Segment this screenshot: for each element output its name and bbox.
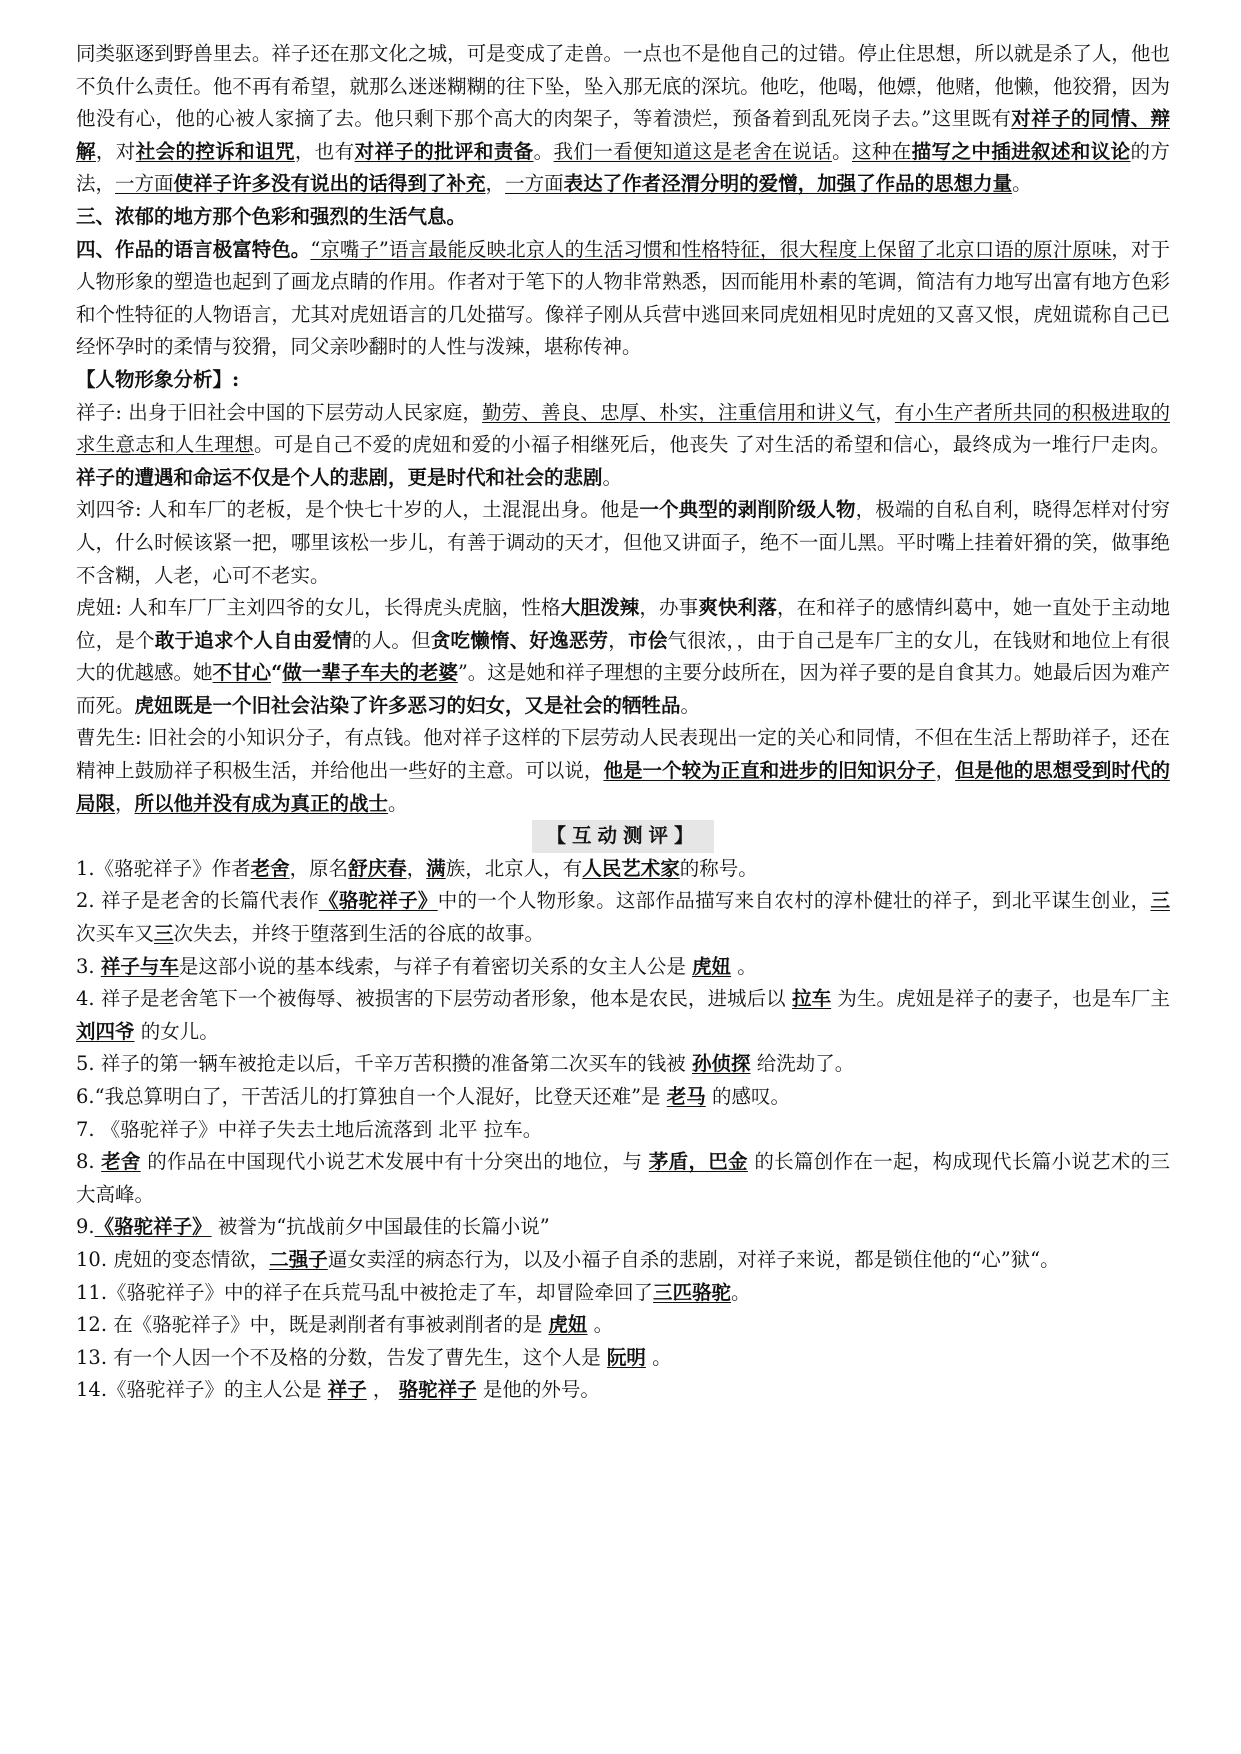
- answer-blank: 祥子与车: [100, 954, 179, 978]
- answer-blank: 老舍: [101, 1150, 141, 1174]
- quiz-item: 9.《骆驼祥子》 被誉为“抗战前夕中国最佳的长篇小说”: [76, 1215, 550, 1239]
- quiz-item: 11.《骆驼祥子》中的祥子在兵荒马乱中被抢走了车，却冒险牵回了三匹骆驼。: [76, 1280, 751, 1304]
- answer-blank: 舒庆春: [348, 856, 407, 880]
- underlined-phrase: 我们一看便知道这是老舍在说话: [553, 139, 833, 163]
- answer-blank: 三: [1150, 889, 1170, 913]
- key-phrase: 大胆泼辣: [560, 596, 640, 620]
- key-phrase: 表达了作者泾渭分明的爱憎，加强了作品的思想力量: [563, 172, 1013, 196]
- answer-blank: 拉车: [792, 987, 832, 1011]
- key-phrase: 一个典型的剥削阶级人物: [639, 498, 856, 522]
- character-xiangzi: 祥子: 出身于旧社会中国的下层劳动人民家庭，勤劳、善良、忠厚、朴实，注重信用和讲义气，有小生产者所共同的积极进取的求生意志和人生理想。可是自己不爱的虎妞和爱的小福子相继死后，他丧失 了对生活的希望和信心，最终成为一堆行尸走肉。祥子的遭遇和命运不仅是个人的悲剧，更是时代和社会的悲剧。: [76, 400, 1170, 489]
- key-phrase: 使祥子许多没有说出的话得到了补充: [173, 172, 486, 196]
- quiz-item: 10. 虎妞的变态情欲，二强子逼女卖淫的病态行为，以及小福子自杀的悲剧，对祥子来说，都是锁住他的“心”狱“。: [76, 1247, 1060, 1271]
- character-cao: 曹先生: 旧社会的小知识分子，有点钱。他对祥子这样的下层劳动人民表现出一定的关心和同情，不但在生活上帮助祥子，还在精神上鼓励祥子积极生活，并给他出一些好的主意。可以说，他是一个较为正直和进步的旧知识分子，但是他的思想受到时代的局限，所以他并没有成为真正的战士。: [76, 726, 1170, 815]
- answer-blank: 骆驼祥子: [398, 1378, 477, 1402]
- character-liusiye: 刘四爷: 人和车厂的老板，是个快七十岁的人，土混混出身。他是一个典型的剥削阶级人物，极端的自私自利，晓得怎样对付穷人，什么时候该紧一把，哪里该松一步儿，有善于调动的天才，但他又讲面子，绝不一面儿黑。平时嘴上挂着奸猾的笑，做事绝不含糊，人老，心可不老实。: [76, 498, 1170, 587]
- character-huniu: 虎妞: 人和车厂厂主刘四爷的女儿，长得虎头虎脑，性格大胆泼辣，办事爽快利落，在和祥子的感情纠葛中，她一直处于主动地位，是个敢于追求个人自由爱情的人。但贪吃懒惰、好逸恶劳，市侩气很浓，，由于自己是车厂主的女儿，在钱财和地位上有很大的优越感。她不甘心“做一辈子车夫的老婆”。这是她和祥子理想的主要分歧所在，因为祥子要的是自食其力。她最后因为难产而死。虎妞既是一个旧社会沾染了许多恶习的妇女，又是社会的牺牲品。: [76, 596, 1170, 717]
- underlined-phrase: 有小生产者所共同的积极进取的求生意志和人生理想: [76, 400, 1170, 457]
- key-phrase: 敢于追求个人自由爱情: [154, 628, 352, 652]
- answer-blank: 祥子: [327, 1378, 367, 1402]
- answer-blank: 满: [426, 856, 446, 880]
- quiz-item: 1.《骆驼祥子》作者老舍，原名舒庆春，满族，北京人，有人民艺术家的称号。: [76, 856, 758, 880]
- underlined-phrase: 勤劳、善良、忠厚、朴实，注重信用和讲义气: [482, 400, 876, 424]
- quiz-item: 6.“我总算明白了，干苦活儿的打算独自一个人混好，比登天还难”是 老马 的感叹。: [76, 1085, 790, 1108]
- answer-blank: 刘四爷: [76, 1019, 135, 1043]
- key-phrase: 做一辈子车夫的老婆: [282, 661, 458, 685]
- quiz-item: 4. 祥子是老舍笔下一个被侮辱、被损害的下层劳动者形象，他本是农民，进城后以 拉车 为生。虎妞是祥子的妻子，也是车厂主 刘四爷 的女儿。: [76, 987, 1170, 1043]
- answer-blank: 茅盾，巴金: [648, 1150, 748, 1174]
- answer-blank: 三: [154, 922, 174, 946]
- quiz-item: 5. 祥子的第一辆车被抢走以后，千辛万苦积攒的准备第二次买车的钱被 孙侦探 给洗劫了。: [76, 1052, 855, 1076]
- character-analysis-heading: 【人物形象分析】:: [76, 367, 240, 391]
- quiz-item: 14.《骆驼祥子》的主人公是 祥子 ， 骆驼祥子 是他的外号。: [76, 1378, 600, 1402]
- answer-blank: 老马: [666, 1085, 706, 1108]
- underlined-phrase: 一方面: [115, 172, 174, 196]
- key-phrase: 社会的控诉和诅咒: [135, 139, 295, 163]
- paragraph-language: 四、作品的语言极富特色。“京嘴子”语言最能反映北京人的生活习惯和性格特征，很大程度上保留了北京口语的原汁原味，对于人物形象的塑造也起到了画龙点睛的作用。作者对于笔下的人物非常熟悉，因而能用朴素的笔调，简洁有力地写出富有地方色彩和个性特征的人物语言，尤其对虎妞语言的几处描写。像祥子刚从兵营中逃回来同虎妞相见时虎妞的又喜又恨，虎妞谎称自己已经怀孕时的柔情与狡猾，同父亲吵翻时的人性与泼辣，堪称传神。: [76, 237, 1170, 359]
- key-phrase: 但是他的思想受到时代的局限: [76, 759, 1170, 815]
- quiz-item: 8. 老舍 的作品在中国现代小说艺术发展中有十分突出的地位，与 茅盾，巴金 的长篇创作在一起，构成现代长篇小说艺术的三大高峰。: [76, 1150, 1170, 1206]
- key-phrase: 描写之中插进叙述和议论: [911, 139, 1131, 163]
- key-phrase: 祥子的遭遇和命运不仅是个人的悲剧，更是时代和社会的悲剧: [76, 465, 603, 489]
- answer-blank: 人民艺术家: [582, 856, 680, 880]
- key-phrase: 他是一个较为正直和进步的旧知识分子: [603, 759, 936, 783]
- quiz-item: 13. 有一个人因一个不及格的分数，告发了曹先生，这个人是 阮明 。: [76, 1345, 672, 1369]
- key-phrase: 贪吃懒惰、好逸恶劳: [430, 628, 609, 652]
- underlined-phrase: 这种在: [851, 139, 912, 163]
- quiz-item: 12. 在《骆驼祥子》中，既是剥削者有事被剥削者的是 虎妞 。: [76, 1313, 614, 1337]
- quiz-item: 3. 祥子与车是这部小说的基本线索，与祥子有着密切关系的女主人公是 虎妞 。: [76, 954, 757, 978]
- answer-blank: 老舍: [250, 856, 290, 880]
- paragraph-analysis-continued: 同类驱逐到野兽里去。祥子还在那文化之城，可是变成了走兽。一点也不是他自己的过错。停止住思想，所以就是杀了人，他也不负什么责任。他不再有希望，就那么迷迷糊糊的往下坠，坠入那无底的深坑。他吃，他喝，他嫖，他赌，他懒，他狡猾，因为他没有心，他的心被人家摘了去。他只剩下那个高大的肉架子，等着溃烂，预备着到乱死岗子去。”这里既有对祥子的同情、辩解，对社会的控诉和诅咒，也有对祥子的批评和责备。我们一看便知道这是老舍在说话。这种在描写之中插进叙述和议论的方法，一方面使祥子许多没有说出的话得到了补充，一方面表达了作者泾渭分明的爱憎，加强了作品的思想力量。: [76, 42, 1170, 196]
- key-phrase: 所以他并没有成为真正的战士: [134, 791, 389, 815]
- answer-blank: 二强子: [269, 1247, 328, 1271]
- section-heading-3: 三、浓郁的地方那个色彩和强烈的生活气息。: [76, 204, 467, 228]
- quiz-banner: 【互动测评】: [532, 820, 713, 853]
- answer-blank: 阮明: [606, 1345, 646, 1369]
- answer-blank: 三匹骆驼: [653, 1280, 732, 1304]
- answer-blank: 孙侦探: [692, 1052, 751, 1076]
- section-heading-4: 四、作品的语言极富特色。: [76, 237, 311, 261]
- key-phrase: 市侩: [627, 628, 668, 652]
- key-phrase: 对祥子的同情、辩解: [76, 107, 1170, 163]
- answer-blank: 《骆驼祥子》: [94, 1215, 212, 1239]
- quiz-item: 2. 祥子是老舍的长篇代表作《骆驼祥子》中的一个人物形象。这部作品描写来自农村的淳朴健壮的祥子，到北平谋生创业，三次买车又三次失去，并终于堕落到生活的谷底的故事。: [76, 889, 1170, 946]
- answer-blank: 虎妞: [548, 1313, 588, 1337]
- key-phrase: 不甘心: [212, 661, 272, 685]
- quiz-banner-row: [76, 820, 1170, 853]
- underlined-phrase: 一方面: [505, 172, 564, 196]
- key-phrase: 虎妞既是一个旧社会沾染了许多恶习的妇女，又是社会的牺牲品: [134, 693, 681, 717]
- answer-blank: 《骆驼祥子》: [318, 889, 438, 913]
- quiz-item: 7. 《骆驼祥子》中祥子失去土地后流落到 北平 拉车。: [76, 1117, 543, 1141]
- key-phrase: 对祥子的批评和责备: [354, 139, 534, 163]
- answer-blank: 虎妞: [692, 954, 732, 978]
- document-page: [76, 38, 1170, 1407]
- underlined-phrase: “京嘴子”语言最能反映北京人的生活习惯和性格特征，很大程度上保留了北京口语的原汁原味: [310, 237, 1112, 261]
- key-phrase: 爽快利落: [698, 596, 777, 620]
